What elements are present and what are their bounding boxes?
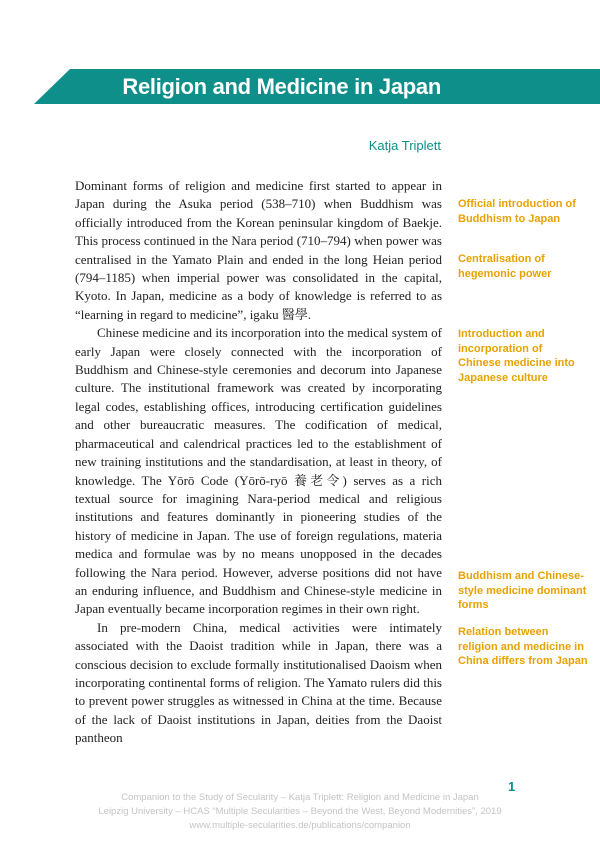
margin-note-official-introduction: Official introduction of Buddhism to Japan	[458, 198, 576, 225]
margin-note-relation-china-japan: Relation between religion and medicine in China differs from Japan	[458, 626, 588, 668]
paragraph: Dominant forms of religion and medicine first started to appear in Japan during the Asuka period (538–710) when Buddhism was officially introduced from the Korean peninsular kingdom of Baekje. This process continued in the Nara period (710–794) when power was centralised in the Yamato Plain and ended in the long Heian period (794–1185) when imperial power was consolidated in the capital, Kyoto. In Japan, medicine as a body of knowledge is referred to as “learning in regard to medicine”, igaku 醫學.	[75, 178, 442, 322]
footer-url: www.multiple-secularities.de/publications/companion	[189, 820, 411, 831]
paragraph: In pre-modern China, medical activities were intimately associated with the Daoist tradition while in Japan, there was a conscious decision to exclude formally institutionalised Daoism when incorporating continental forms of religion. The Yamato rulers did this to prevent power struggles as witnessed in China at the time. Because of the lack of Daoist institutions in Japan, deities from the Daoist pantheon	[75, 619, 442, 746]
footer-citation-line: Companion to the Study of Secularity – Katja Triplett: Religion and Medicine in Japan	[121, 792, 479, 803]
margin-note-centralisation: Centralisation of hegemonic power	[458, 253, 552, 280]
main-text	[75, 177, 442, 748]
margin-note-chinese-medicine: Introduction and incorporation of Chinese medicine into Japanese culture	[458, 328, 575, 384]
paragraph: Chinese medicine and its incorporation into the medical system of early Japan were closely connected with the incorporation of Buddhism and Chinese-style ceremonies and decorum into Japanese culture. The institutional framework was created by incorporating legal codes, establishing offices, introducing certification guidelines and other bureaucratic measures. The codification of medical, pharmaceutical and calendrical practices led to the establishment of new training institutions and the standardisation, at least in theory, of knowledge. The Yōrō Code (Yōrō-ryō 養老令) serves as a rich textual source for imagining Nara-period medical and religious institutions and features dominantly in pioneering studies of the history of medicine in Japan. The use of foreign regulations, materia medica and formulae was by no means unopposed in the decades following the Nara period. However, adverse positions did not have an enduring influence, and Buddhism and Chinese-style medicine in Japan eventually became incorporation regimes in their own right.	[75, 325, 442, 617]
footer-institution-line: Leipzig University – HCAS “Multiple Secularities – Beyond the West, Beyond Modernities”, 2019	[98, 806, 502, 817]
title-banner	[0, 69, 600, 104]
page-title: Religion and Medicine in Japan	[122, 74, 441, 99]
margin-note-dominant-forms: Buddhism and Chinese-style medicine dominant forms	[458, 570, 587, 612]
author-name: Katja Triplett	[368, 138, 441, 153]
page-number: 1	[508, 779, 516, 794]
